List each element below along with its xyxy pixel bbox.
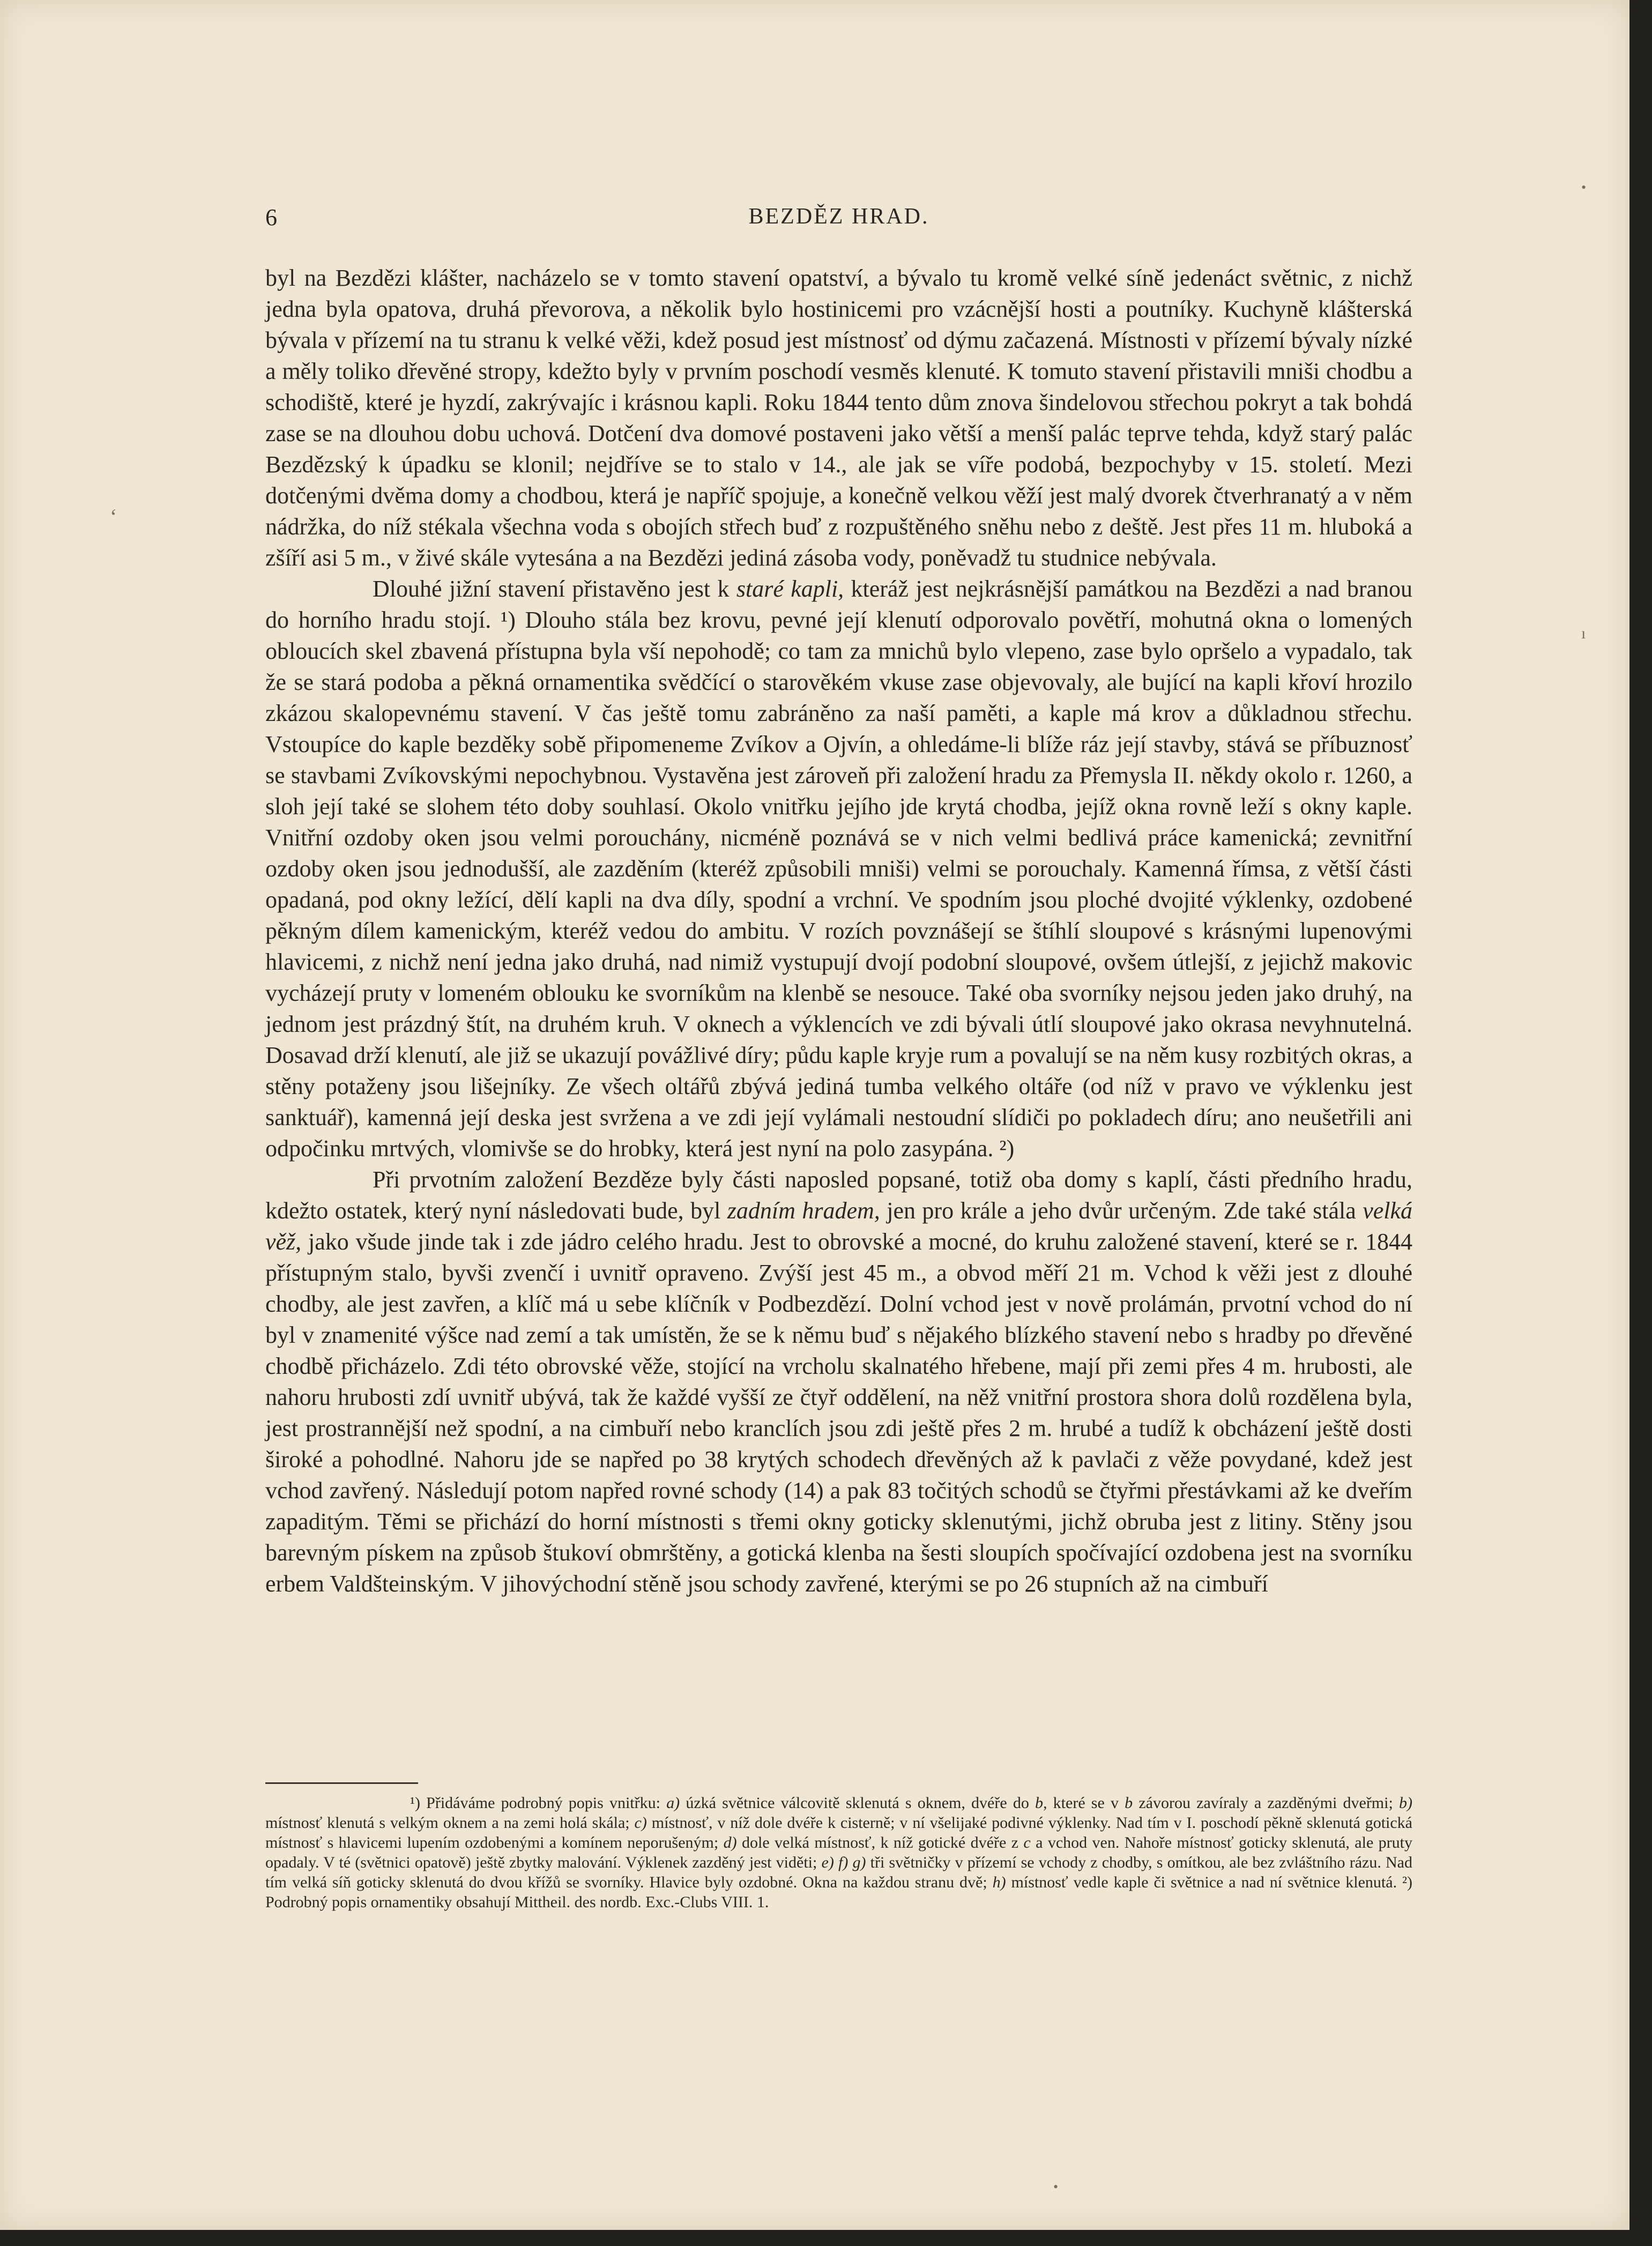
footnote-1-text: ¹) Přidáváme podrobný popis vnitřku: <box>410 1794 667 1812</box>
footnote-1-marker: e) f) g) <box>821 1854 866 1871</box>
footnote-1-text: místnosť vedle kaple či světnice a nad ní světnice klenutá. <box>1006 1873 1397 1891</box>
footnote-1-marker: d) <box>723 1834 737 1851</box>
margin-mark-left: ‘ <box>110 504 117 529</box>
footnote-1-marker: a) <box>666 1794 680 1812</box>
paragraph-2-text-a: Dlouhé jižní stavení přistavěno jest k <box>373 576 736 602</box>
margin-mark-right: ı <box>1581 624 1586 642</box>
scan-edge-bottom <box>0 2230 1652 2246</box>
paragraph-1: byl na Bezdězi klášter, nacházelo se v tomto stavení opatství, a bývalo tu kromě velké síně jedenáct světnic, z nichž jedna byla opatova, druhá převorova, a několik bylo hostinicemi pro vzácnější hosti a poutníky. Kuchyně klášterská bývala v přízemí na tu stranu k velké věži, kdež posud jest místnosť od dýmu začazená. Místnosti v přízemí bývaly nízké a měly toliko dřevěné stropy, kdežto byly v prvním poschodí vesměs klenuté. K tomuto stavení přistavili mniši chodbu a schodiště, které je hyzdí, zakrývajíc i krásnou kapli. Roku 1844 tento dům znova šindelovou střechou pokryt a tak bohdá zase se na dlouhou dobu uchová. Dotčení dva domové postaveni jako větší a menší palác teprve tehda, když starý palác Bezdězský k úpadku se klonil; nejdříve se to stalo v 14., ale jak se víře podobá, bezpochyby v 15. století. Mezi dotčenými dvěma domy a chodbou, která je napříč spojuje, a konečně velkou věží jest malý dvorek čtverhranatý a v něm nádržka, do níž stékala všechna voda s obojích střech buď z rozpuštěného sněhu nebo z deště. Jest přes 11 m. hluboká a zšíří asi 5 m., v živé skále vytesána a na Bezdězi jediná zásoba vody, poněvadž tu studnice nebývala. <box>265 265 1412 571</box>
footnote-1 <box>265 1793 1412 1912</box>
paragraph-3-emphasis-1: zadním hradem, <box>727 1198 880 1224</box>
paragraph-2-emphasis: staré kapli, <box>736 576 844 602</box>
running-title: BEZDĚZ HRAD. <box>748 204 929 229</box>
footnote-1-marker: b, <box>1035 1794 1047 1812</box>
footnote-1-text: tři světničky v přízemí se vchody z chodby, s omítkou, ale bez zvláštního rázu. Nad tím velká síň goticky sklenutá do dvou křížů se svorníky. Hlavice byly ozdobné. Okna na každou stranu dvě; <box>265 1854 1412 1891</box>
footnote-1-marker: c) <box>634 1814 647 1832</box>
footnote-1-text: místnosť klenutá s velkým oknem a na zemi holá skála; <box>265 1814 635 1832</box>
body-text <box>265 263 1412 1600</box>
footnote-1-text: závorou zavíraly a zazděnými dveřmi; <box>1133 1794 1399 1812</box>
footnote-rule <box>265 1782 418 1784</box>
paragraph-3-text-c: jako všude jinde tak i zde jádro celého hradu. Jest to obrovské a mocné, do kruhu založené stavení, které se r. 1844 přístupným stalo, byvši zvenčí i uvnitř opraveno. Zvýší jest 45 m., a obvod měří 21 m. Vchod k věži jest z dlouhé chodby, ale jest zavřen, a klíč má u sebe klíčník v Podbezdězí. Dolní vchod jest v nově prolámán, prvotní vchod do ní byl v znamenité výšce nad zemí a tak umístěn, že se k němu buď s nějakého blízkého stavení nebo s hradby po dřevěné chodbě přicházelo. Zdi této obrovské věže, stojící na vrcholu skalnatého hřebene, mají při zemi přes 4 m. hrubosti, ale nahoru hrubosti zdí uvnitř ubývá, tak že každé vyšší ze čtyř oddělení, na něž vnitřní prostora shora dolů rozdělena byla, jest prostrannější než spodní, a na cimbuří nebo kranclích jsou zdi ještě přes 2 m. hrubé a tudíž k obcházení ještě dosti široké a pohodlné. Nahoru jde se napřed po 38 krytých schodech dřevěných až k pavlači z věže povydané, kdež jest vchod zavřený. Následují potom napřed rovné schody (14) a pak 83 točitých schodů se čtyřmi přestávkami až ke dveřím zapaditým. Těmi se přichází do horní místnosti s třemi okny goticky sklenutými, jichž obruba jest z litiny. Stěny jsou barevným pískem na způsob štukoví obmrštěny, a gotická klenba na šesti sloupích spočívající ozdobena jest na svorníku erbem Valdšteinským. V jihovýchodní stěně jsou schody zavřené, kterými se po 26 stupních až na cimbuří <box>265 1229 1412 1597</box>
footnote-1-text: úzká světnice válcovitě sklenutá s oknem, dvéře do <box>680 1794 1035 1812</box>
footnote-1-marker: c <box>1023 1834 1031 1851</box>
margin-mark-right-top: • <box>1581 180 1587 195</box>
margin-mark-bottom: • <box>1053 2179 1059 2195</box>
page-number: 6 <box>265 204 278 230</box>
footnote-1-text: které se v <box>1047 1794 1125 1812</box>
footnote-1-text: dole velká místnosť, k níž gotické dvéře z <box>736 1834 1024 1851</box>
paragraph-2 <box>265 574 1412 1164</box>
paragraph-2-text-b: kteráž jest nejkrásnější památkou na Bezdězi a nad branou do horního hradu stojí. ¹) Dlouho stála bez krovu, pevné její klenutí odporovalo povětří, mohutná okna o lomených obloucích skel zbavená přístupna byla vší nepohodě; co tam za mnichů bylo vlepeno, zase bylo opršelo a vypadalo, tak že se stará podoba a pěkná ornamentika svědčící o starověkém vkuse zase objevovaly, ale bující na kapli křoví hrozilo zkázou skalopevnému stavení. V čas ještě tomu zabráněno za naší paměti, a kaple má krov a důkladnou střechu. Vstoupíce do kaple bezděky sobě připomeneme Zvíkov a Ojvín, a ohledáme-li blíže ráz její stavby, stává se příbuznosť se stavbami Zvíkovskými nepochybnou. Vystavěna jest zároveň při založení hradu za Přemysla II. někdy okolo r. 1260, a sloh její také se slohem této doby souhlasí. Okolo vnitřku jejího jde krytá chodba, jejíž okna rovně leží s okny kaple. Vnitřní ozdoby oken jsou velmi porouchány, nicméně poznává se v nich velmi bedlivá práce kamenická; zevnitřní ozdoby oken jsou jednodušší, ale zazděním (kteréž způsobili mniši) velmi se porouchaly. Kamenná římsa, z větší části opadaná, pod okny ležící, dělí kapli na dva díly, spodní a vrchní. Ve spodním jsou ploché dvojité výklenky, ozdobené pěkným dílem kamenickým, kteréž vedou do ambitu. V rozích povznášejí se štíhlí sloupové s krásnými lupenovými hlavicemi, z nichž není jedna jako druhá, nad nimiž vystupují dvojí podobní sloupové, ovšem útlejší, z jejichž makovic vycházejí pruty v lomeném oblouku ke svorníkům na klenbě se nesouce. Také oba svorníky nejsou jeden jako druhý, na jednom jest prázdný štít, na druhém kruh. V oknech a výklencích ve zdi bývali útlí sloupové jako okrasa nevyhnutelná. Dosavad drží klenutí, ale již se ukazují povážlivé díry; půdu kaple kryje rum a povalují se na něm kusy rozbitých okras, a stěny potaženy jsou lišejníky. Ze všech oltářů zbývá jediná tumba velkého oltáře (od níž v pravo ve výklenku jest sanktuář), kamenná její deska jest svržena a ve zdi její vylámali nestoudní slídiči po pokladech díru; ano neušetřili ani odpočinku mrtvých, vlomivše se do hrobky, která jest nyní na polo zasypána. ²) <box>265 576 1412 1162</box>
footnote-2: ²) Podrobný popis ornamentiky obsahují Mittheil. des nordb. Exc.-Clubs VIII. 1. <box>265 1873 1413 1911</box>
footnote-1-marker: b) <box>1398 1794 1412 1812</box>
paragraph-3 <box>265 1164 1412 1600</box>
footnote-1-text: a vchod ven. Nahoře místnosť goticky sklenutá, ale pruty opadaly. V té (světnici opatově) ještě zbytky malování. Výklenek zazděný jest viděti; <box>265 1834 1412 1871</box>
paragraph-3-text-b: jen pro krále a jeho dvůr určeným. Zde také stála <box>880 1198 1363 1224</box>
footnote-1-marker: b <box>1125 1794 1133 1812</box>
footnotes <box>265 1793 1412 1912</box>
paragraph-3-emphasis-2: velká věž, <box>265 1198 1412 1255</box>
paragraph-3-text-a: Při prvotním založení Bezděze byly části naposled popsané, totiž oba domy s kaplí, části předního hradu, kdežto ostatek, který nyní následovati bude, byl <box>265 1166 1412 1224</box>
footnote-1-text: místnosť, v níž dole dvéře k cisterně; v ní všelijaké podivné výklenky. Nad tím v I. poschodí pěkně sklenutá gotická místnosť s hlavicemi lupením ozdobenými a komínem neporušeným; <box>265 1814 1412 1851</box>
scan-edge-right <box>1629 0 1652 2246</box>
footnote-1-marker: h) <box>992 1873 1006 1891</box>
page-header <box>265 204 1412 241</box>
